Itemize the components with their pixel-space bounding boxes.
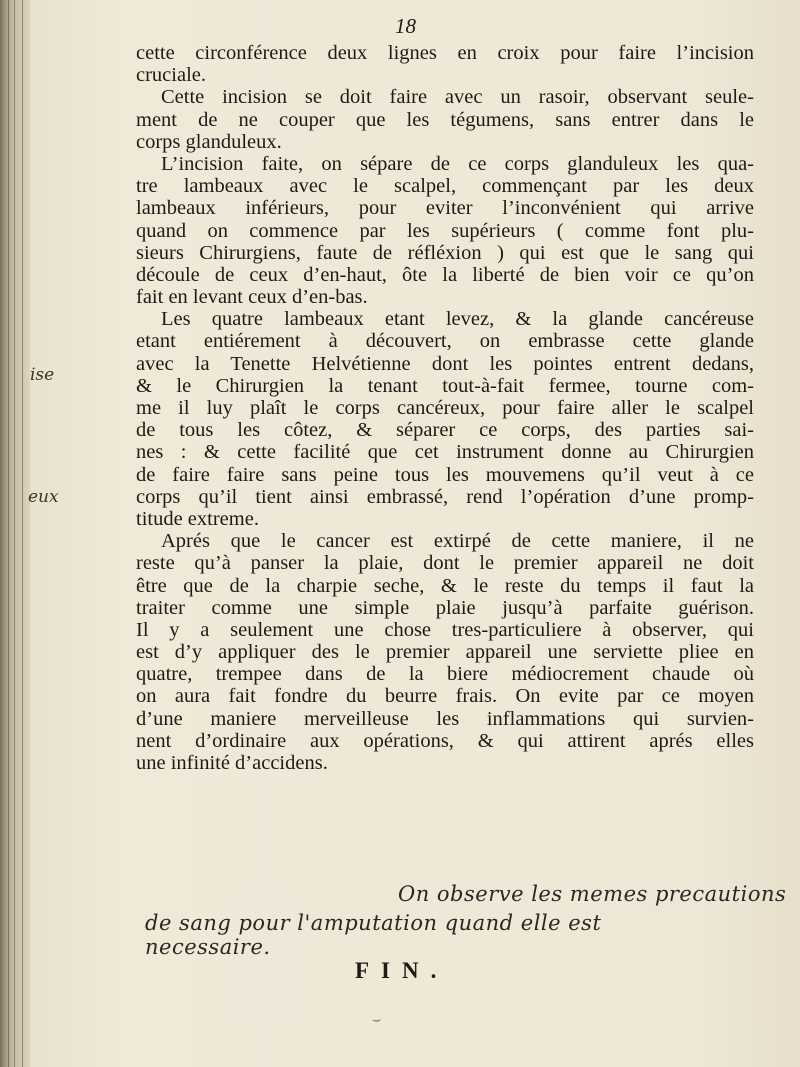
text-line: est d’y appliquer des le premier appareil une serviette pliee en <box>136 641 754 664</box>
text-line: Les quatre lambeaux etant levez, & la glande cancéreuse <box>161 308 754 331</box>
text-line: & le Chirurgien la tenant tout-à-fait fermee, tourne com- <box>136 374 754 397</box>
text-line: de tous les côtez, & séparer ce corps, des parties sai- <box>136 419 754 442</box>
text-line: traiter comme une simple plaie jusqu’à parfaite guérison. <box>136 596 754 619</box>
text-line: sieurs Chirurgiens, faute de réfléxion ) qui est que le sang qui <box>136 241 754 264</box>
text-line: quand on commence par les supérieurs ( comme font plu- <box>136 219 754 242</box>
text-line: me il luy plaît le corps cancéreux, pour faire aller le scalpel <box>136 397 754 419</box>
ornament-mark: ⌣ <box>372 1012 382 1028</box>
text-line: Cette incision se doit faire avec un rasoir, observant seule- <box>161 86 754 109</box>
text-line: ment de ne couper que les tégumens, sans entrer dans le <box>136 108 754 131</box>
text-line: Il y a seulement une chose tres-particuliere à observer, qui <box>136 618 754 641</box>
text-line: cette circonférence deux lignes en croix pour faire l’incision <box>136 42 754 64</box>
margin-annotation: eux <box>28 487 59 507</box>
text-line: être que de la charpie seche, & le reste du temps il faut la <box>136 574 754 597</box>
text-line: corps qu’il tient ainsi embrassé, rend l’opération d’une promp- <box>136 485 754 508</box>
text-line: lambeaux inférieurs, pour eviter l’inconvénient qui arrive <box>136 197 754 220</box>
text-line: Aprés que le cancer est extirpé de cette maniere, il ne <box>161 530 754 553</box>
text-line: nent d’ordinaire aux opérations, & qui attirent aprés elles <box>136 729 754 752</box>
page-number: 18 <box>395 14 416 38</box>
handwritten-note: On observe les memes precautions <box>398 882 787 906</box>
text-line: quatre, trempee dans de la biere médiocrement chaude où <box>136 663 754 686</box>
text-line: L’incision faite, on sépare de ce corps glanduleux les qua- <box>161 152 754 175</box>
book-binding <box>0 0 30 1067</box>
text-line: de faire faire sans peine tous les mouvemens qu’il veut à ce <box>136 463 754 486</box>
text-line: reste qu’à panser la plaie, dont le premier appareil ne doit <box>136 552 754 575</box>
text-line: on aura fait fondre du beurre frais. On evite par ce moyen <box>136 685 754 708</box>
body-text <box>136 42 754 774</box>
text-line: d’une maniere merveilleuse les inflammations qui survien- <box>136 707 754 730</box>
fin-label: FIN. <box>355 958 449 983</box>
text-line: avec la Tenette Helvétienne dont les pointes entrent dedans, <box>136 352 754 375</box>
text-line: titude extreme. <box>136 507 259 530</box>
text-line: corps glanduleux. <box>136 130 282 153</box>
handwritten-note: de sang pour l'amputation quand elle est necessaire. <box>145 911 602 959</box>
margin-annotation: ise <box>30 365 55 385</box>
text-line: une infinité d’accidens. <box>136 752 328 774</box>
text-line: fait en levant ceux d’en-bas. <box>136 286 368 309</box>
text-line: tre lambeaux avec le scalpel, commençant par les deux <box>136 175 754 198</box>
text-line: etant entiérement à découvert, on embrasse cette glande <box>136 330 754 353</box>
text-line: découle de ceux d’en-haut, ôte la liberté de bien voir ce qu’on <box>136 263 754 286</box>
text-line: cruciale. <box>136 64 206 87</box>
text-line: nes : & cette facilité que cet instrument donne au Chirurgien <box>136 441 754 464</box>
